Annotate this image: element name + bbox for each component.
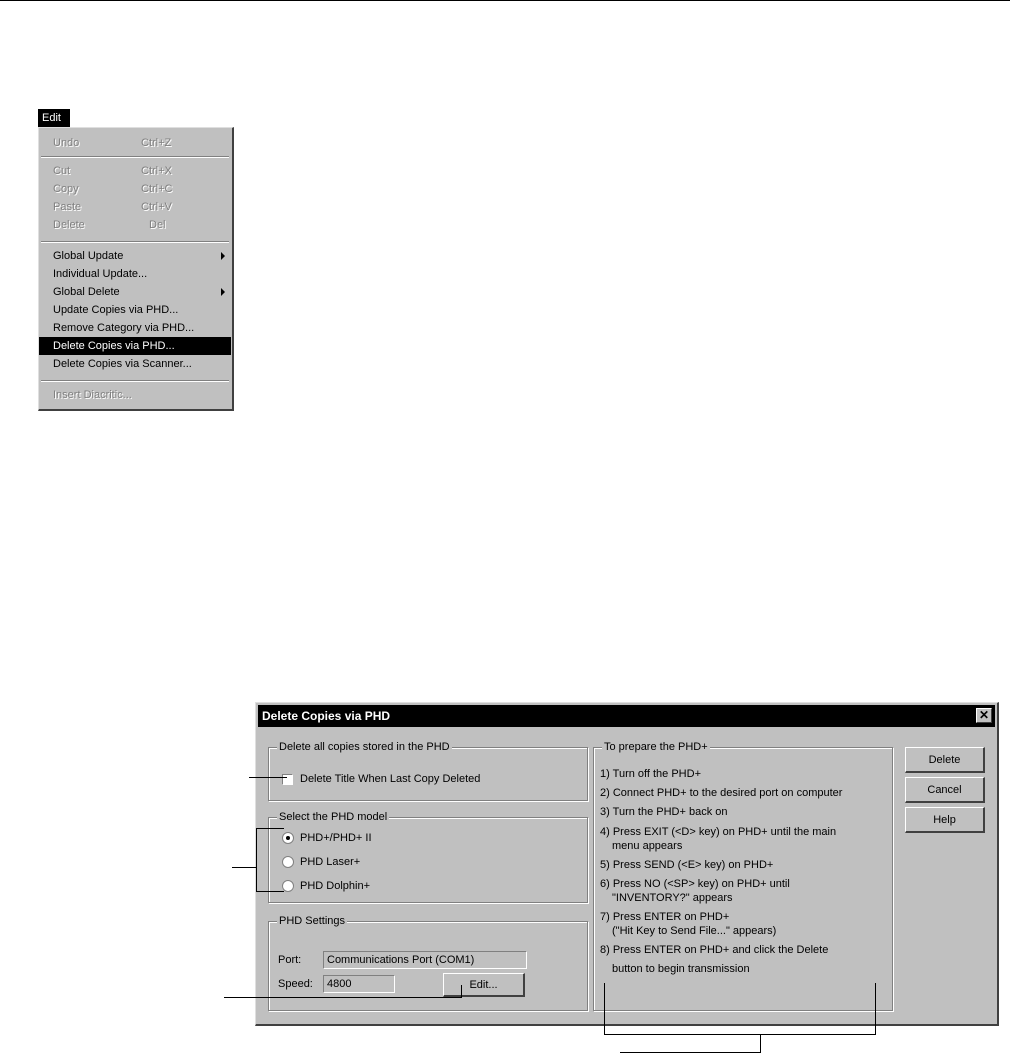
callout-line xyxy=(760,1034,761,1053)
menu-item-insert-diacritic: Insert Diacritic... xyxy=(53,389,132,401)
instruction-step: 4) Press EXIT (<D> key) on PHD+ until the main xyxy=(600,826,837,838)
delete-options-legend: Delete all copies stored in the PHD xyxy=(279,741,450,753)
menu-item-copy: Copy Ctrl+C xyxy=(53,183,173,195)
delete-options-group xyxy=(268,741,588,801)
dialog-titlebar xyxy=(258,705,995,727)
instruction-step: 5) Press SEND (<E> key) on PHD+ xyxy=(600,859,774,871)
submenu-arrow-icon xyxy=(221,288,225,296)
callout-line xyxy=(256,828,284,829)
edit-settings-button[interactable]: Edit... xyxy=(443,973,525,997)
menu-item-paste: Paste Ctrl+V xyxy=(53,201,172,213)
phd-model-group xyxy=(268,811,588,903)
menu-item-update-copies-via-phd[interactable]: Update Copies via PHD... xyxy=(53,304,179,316)
menu-item-global-delete[interactable]: Global Delete xyxy=(39,283,231,301)
phd-settings-legend: PHD Settings xyxy=(279,915,346,927)
menu-separator xyxy=(41,380,229,382)
callout-line xyxy=(620,1052,761,1053)
delete-button[interactable]: Delete xyxy=(905,747,985,773)
callout-line xyxy=(232,867,256,868)
radio-phd-plus[interactable] xyxy=(282,832,294,844)
instruction-step: 2) Connect PHD+ to the desired port on computer xyxy=(600,787,843,799)
radio-phd-laser-label[interactable]: PHD Laser+ xyxy=(300,856,361,868)
menu-separator xyxy=(41,241,229,243)
instruction-step: 6) Press NO (<SP> key) on PHD+ until xyxy=(600,878,790,890)
edit-menu-title[interactable]: Edit xyxy=(38,109,70,127)
callout-line xyxy=(461,985,462,998)
callout-line xyxy=(256,891,284,892)
radio-phd-laser[interactable] xyxy=(282,856,294,868)
instruction-step: ("Hit Key to Send File..." appears) xyxy=(612,925,777,937)
menu-item-delete-copies-via-scanner[interactable]: Delete Copies via Scanner... xyxy=(53,358,192,370)
callout-line xyxy=(604,1034,876,1035)
delete-title-checkbox[interactable] xyxy=(282,774,293,785)
menu-item-global-update[interactable]: Global Update xyxy=(39,247,231,265)
instruction-step: 8) Press ENTER on PHD+ and click the Delete xyxy=(600,944,829,956)
callout-line xyxy=(224,997,462,998)
phd-model-legend: Select the PHD model xyxy=(279,811,388,823)
menu-item-delete: Delete Del xyxy=(53,219,166,231)
delete-copies-dialog xyxy=(255,702,999,1026)
speed-field: 4800 xyxy=(323,975,395,993)
callout-line xyxy=(875,983,876,1035)
callout-line xyxy=(256,828,257,892)
radio-phd-plus-label[interactable]: PHD+/PHD+ II xyxy=(300,832,372,844)
submenu-arrow-icon xyxy=(221,252,225,260)
menu-item-individual-update[interactable]: Individual Update... xyxy=(53,268,148,280)
menu-separator xyxy=(41,156,229,158)
help-button[interactable]: Help xyxy=(905,807,985,833)
radio-phd-dolphin-label[interactable]: PHD Dolphin+ xyxy=(300,880,371,892)
instructions-group xyxy=(593,741,893,1011)
instruction-step: "INVENTORY?" appears xyxy=(612,892,733,904)
menu-item-cut: Cut Ctrl+X xyxy=(53,165,172,177)
speed-label: Speed: xyxy=(278,978,313,990)
callout-line xyxy=(604,983,605,1035)
instruction-step: 1) Turn off the PHD+ xyxy=(600,768,701,780)
top-rule xyxy=(0,0,1010,1)
menu-item-remove-category-via-phd[interactable]: Remove Category via PHD... xyxy=(53,322,195,334)
port-field: Communications Port (COM1) xyxy=(323,951,527,969)
close-icon[interactable]: ✕ xyxy=(976,708,992,723)
instructions-legend: To prepare the PHD+ xyxy=(604,741,708,753)
instruction-step: 7) Press ENTER on PHD+ xyxy=(600,911,730,923)
menu-item-delete-copies-via-phd[interactable]: Delete Copies via PHD... xyxy=(39,337,231,355)
port-label: Port: xyxy=(278,954,302,966)
callout-line xyxy=(249,777,287,778)
instruction-step: 3) Turn the PHD+ back on xyxy=(600,806,728,818)
instruction-step: button to begin transmission xyxy=(612,963,750,975)
dialog-title: Delete Copies via PHD xyxy=(262,709,391,723)
edit-menu xyxy=(38,127,234,411)
menu-item-undo: Undo Ctrl+Z xyxy=(53,137,172,149)
delete-title-checkbox-label[interactable]: Delete Title When Last Copy Deleted xyxy=(300,773,481,785)
cancel-button[interactable]: Cancel xyxy=(905,777,985,803)
instruction-step: menu appears xyxy=(612,840,683,852)
